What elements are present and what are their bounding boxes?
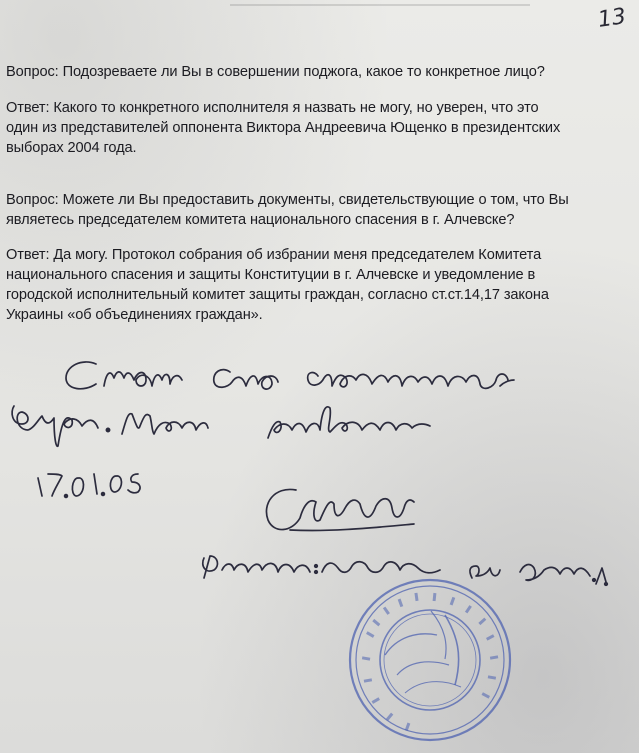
question-1-line: Вопрос: Подозреваете ли Вы в совершении поджога, какое то конкретное лицо?: [6, 64, 545, 80]
question-2-line: являетесь председателем комитета национального спасения в г. Алчевске?: [6, 212, 515, 228]
answer-1-line: один из представителей оппонента Виктора Андреевича Ющенко в президентских: [6, 120, 561, 136]
answer-1-line: выборах 2004 года.: [6, 140, 137, 156]
answer-2-line: национального спасения и защиты Конституции в г. Алчевске и уведомление в: [6, 267, 536, 283]
answer-1-line: Ответ: Какого то конкретного исполнителя я назвать не могу, но уверен, что это: [6, 100, 539, 116]
answer-2-line: городской исполнительный комитет защиты граждан, согласно ст.ст.14,17 закона: [6, 287, 549, 303]
page-number: 13: [596, 4, 628, 33]
answer-2-line: Украины «об объединениях граждан».: [6, 307, 263, 323]
question-2-line: Вопрос: Можете ли Вы предоставить документы, свидетельствующие о том, что Вы: [6, 192, 569, 208]
official-seal-stamp: [345, 575, 515, 745]
answer-2-line: Ответ: Да могу. Протокол собрания об избрании меня председателем Комитета: [6, 247, 542, 263]
